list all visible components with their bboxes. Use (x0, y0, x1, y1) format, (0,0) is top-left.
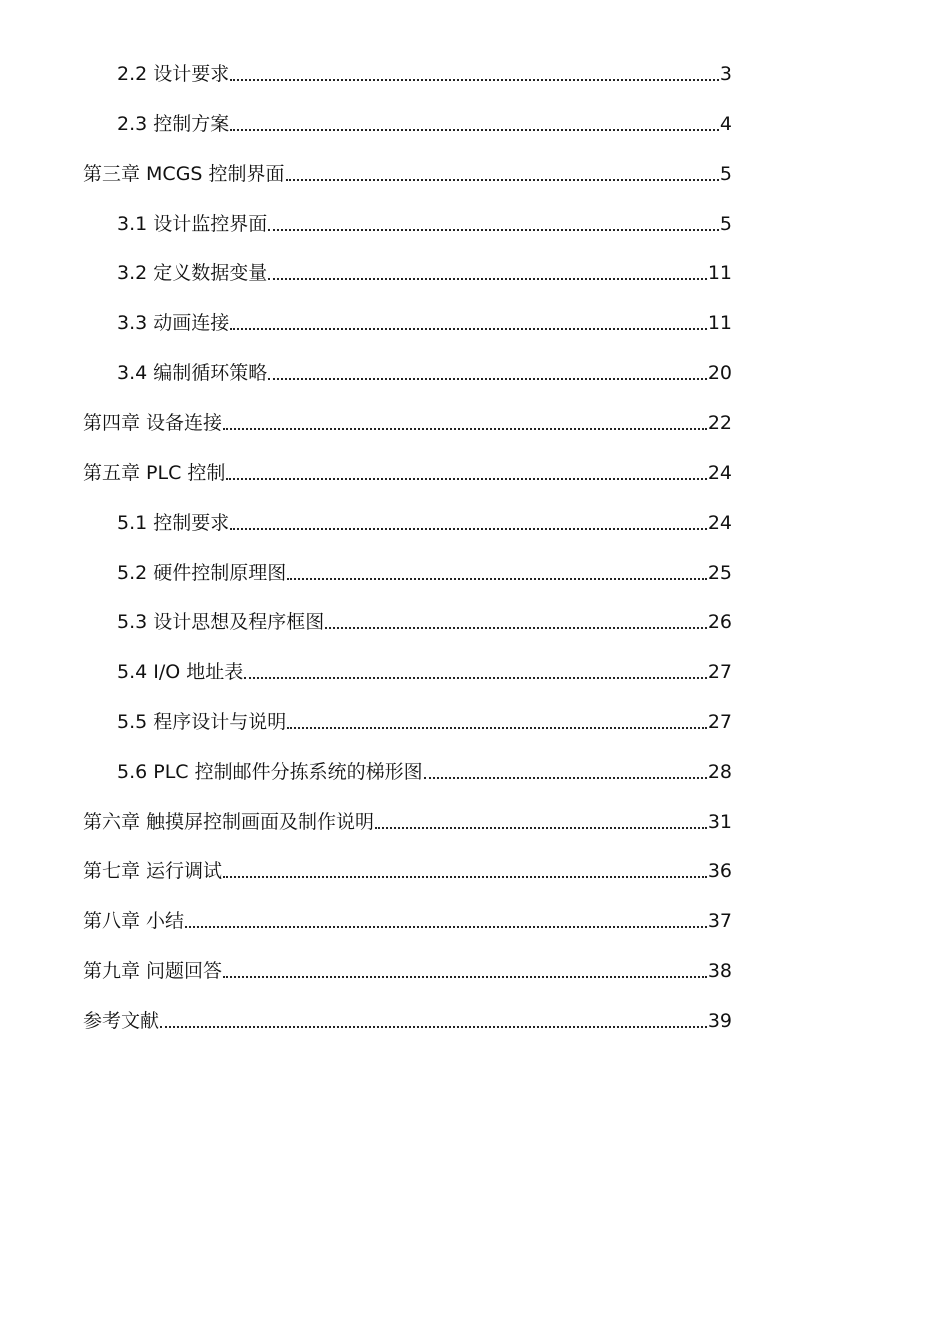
toc-entry-page: 3 (719, 63, 732, 85)
toc-entry-page: 26 (707, 611, 732, 633)
toc-entry-title: 5.5 程序设计与说明 (117, 711, 287, 733)
toc-entry-title: 5.4 I/O 地址表 (117, 661, 244, 683)
toc-entry-title: 第五章 PLC 控制 (83, 462, 226, 484)
toc-entry[interactable] (83, 808, 732, 836)
toc-entry[interactable] (117, 608, 732, 636)
toc-entry-title: 3.1 设计监控界面 (117, 213, 268, 235)
toc-entry[interactable] (83, 907, 732, 935)
toc-dot-leader (230, 528, 707, 530)
toc-entry-title: 3.4 编制循环策略 (117, 362, 268, 384)
toc-entry-page: 11 (707, 262, 732, 284)
toc-entry[interactable] (117, 110, 732, 138)
toc-dot-leader (230, 129, 719, 131)
toc-entry-title: 2.3 控制方案 (117, 113, 230, 135)
toc-entry-title: 第七章 运行调试 (83, 860, 223, 882)
toc-entry-page: 27 (707, 661, 732, 683)
toc-entry-title: 5.2 硬件控制原理图 (117, 562, 287, 584)
toc-entry[interactable] (83, 857, 732, 885)
toc-entry[interactable] (83, 1007, 732, 1035)
toc-entry[interactable] (117, 509, 732, 537)
toc-entry[interactable] (83, 409, 732, 437)
toc-entry-page: 5 (719, 213, 732, 235)
toc-entry-page: 24 (707, 462, 732, 484)
toc-entry-page: 24 (707, 512, 732, 534)
toc-entry[interactable] (117, 708, 732, 736)
toc-entry-title: 3.3 动画连接 (117, 312, 230, 334)
toc-entry-page: 25 (707, 562, 732, 584)
toc-entry[interactable] (117, 658, 732, 686)
toc-dot-leader (268, 278, 707, 280)
toc-entry[interactable] (83, 957, 732, 985)
toc-entry-page: 36 (707, 860, 732, 882)
toc-dot-leader (230, 79, 719, 81)
toc-dot-leader (160, 1026, 707, 1028)
toc-entry-page: 5 (719, 163, 732, 185)
toc-dot-leader (268, 229, 719, 231)
toc-entry-page: 37 (707, 910, 732, 932)
toc-dot-leader (286, 179, 719, 181)
toc-entry-title: 5.1 控制要求 (117, 512, 230, 534)
toc-entry[interactable] (117, 758, 732, 786)
toc-dot-leader (244, 677, 707, 679)
toc-dot-leader (185, 926, 707, 928)
toc-dot-leader (268, 378, 707, 380)
toc-entry-page: 4 (719, 113, 732, 135)
toc-entry[interactable] (117, 60, 732, 88)
toc-dot-leader (226, 478, 706, 480)
toc-dot-leader (424, 777, 707, 779)
toc-entry-title: 第三章 MCGS 控制界面 (83, 163, 285, 185)
toc-entry[interactable] (83, 459, 732, 487)
toc-dot-leader (223, 876, 707, 878)
toc-entry[interactable] (117, 359, 732, 387)
toc-entry-title: 第九章 问题回答 (83, 960, 223, 982)
toc-entry-title: 5.3 设计思想及程序框图 (117, 611, 325, 633)
toc-entry-page: 31 (707, 811, 732, 833)
toc-entry-title: 2.2 设计要求 (117, 63, 230, 85)
toc-dot-leader (287, 578, 707, 580)
toc-entry[interactable] (117, 210, 732, 238)
toc-entry[interactable] (117, 559, 732, 587)
toc-entry[interactable] (117, 309, 732, 337)
toc-dot-leader (230, 328, 707, 330)
toc-entry-page: 28 (707, 761, 732, 783)
toc-entry-title: 第八章 小结 (83, 910, 185, 932)
toc-entry[interactable] (117, 259, 732, 287)
toc-dot-leader (223, 428, 707, 430)
toc-entry-title: 第六章 触摸屏控制画面及制作说明 (83, 811, 375, 833)
toc-dot-leader (325, 627, 707, 629)
toc-entry-page: 38 (707, 960, 732, 982)
toc-entry-title: 3.2 定义数据变量 (117, 262, 268, 284)
toc-entry-page: 22 (707, 412, 732, 434)
toc-dot-leader (287, 727, 707, 729)
toc-entry[interactable] (83, 160, 732, 188)
toc-entry-page: 27 (707, 711, 732, 733)
toc-dot-leader (375, 827, 707, 829)
toc-dot-leader (223, 976, 707, 978)
toc-entry-page: 20 (707, 362, 732, 384)
toc-entry-title: 参考文献 (83, 1010, 160, 1032)
toc-entry-page: 39 (707, 1010, 732, 1032)
toc-entry-title: 第四章 设备连接 (83, 412, 223, 434)
toc-entry-title: 5.6 PLC 控制邮件分拣系统的梯形图 (117, 761, 423, 783)
toc-entry-page: 11 (707, 312, 732, 334)
